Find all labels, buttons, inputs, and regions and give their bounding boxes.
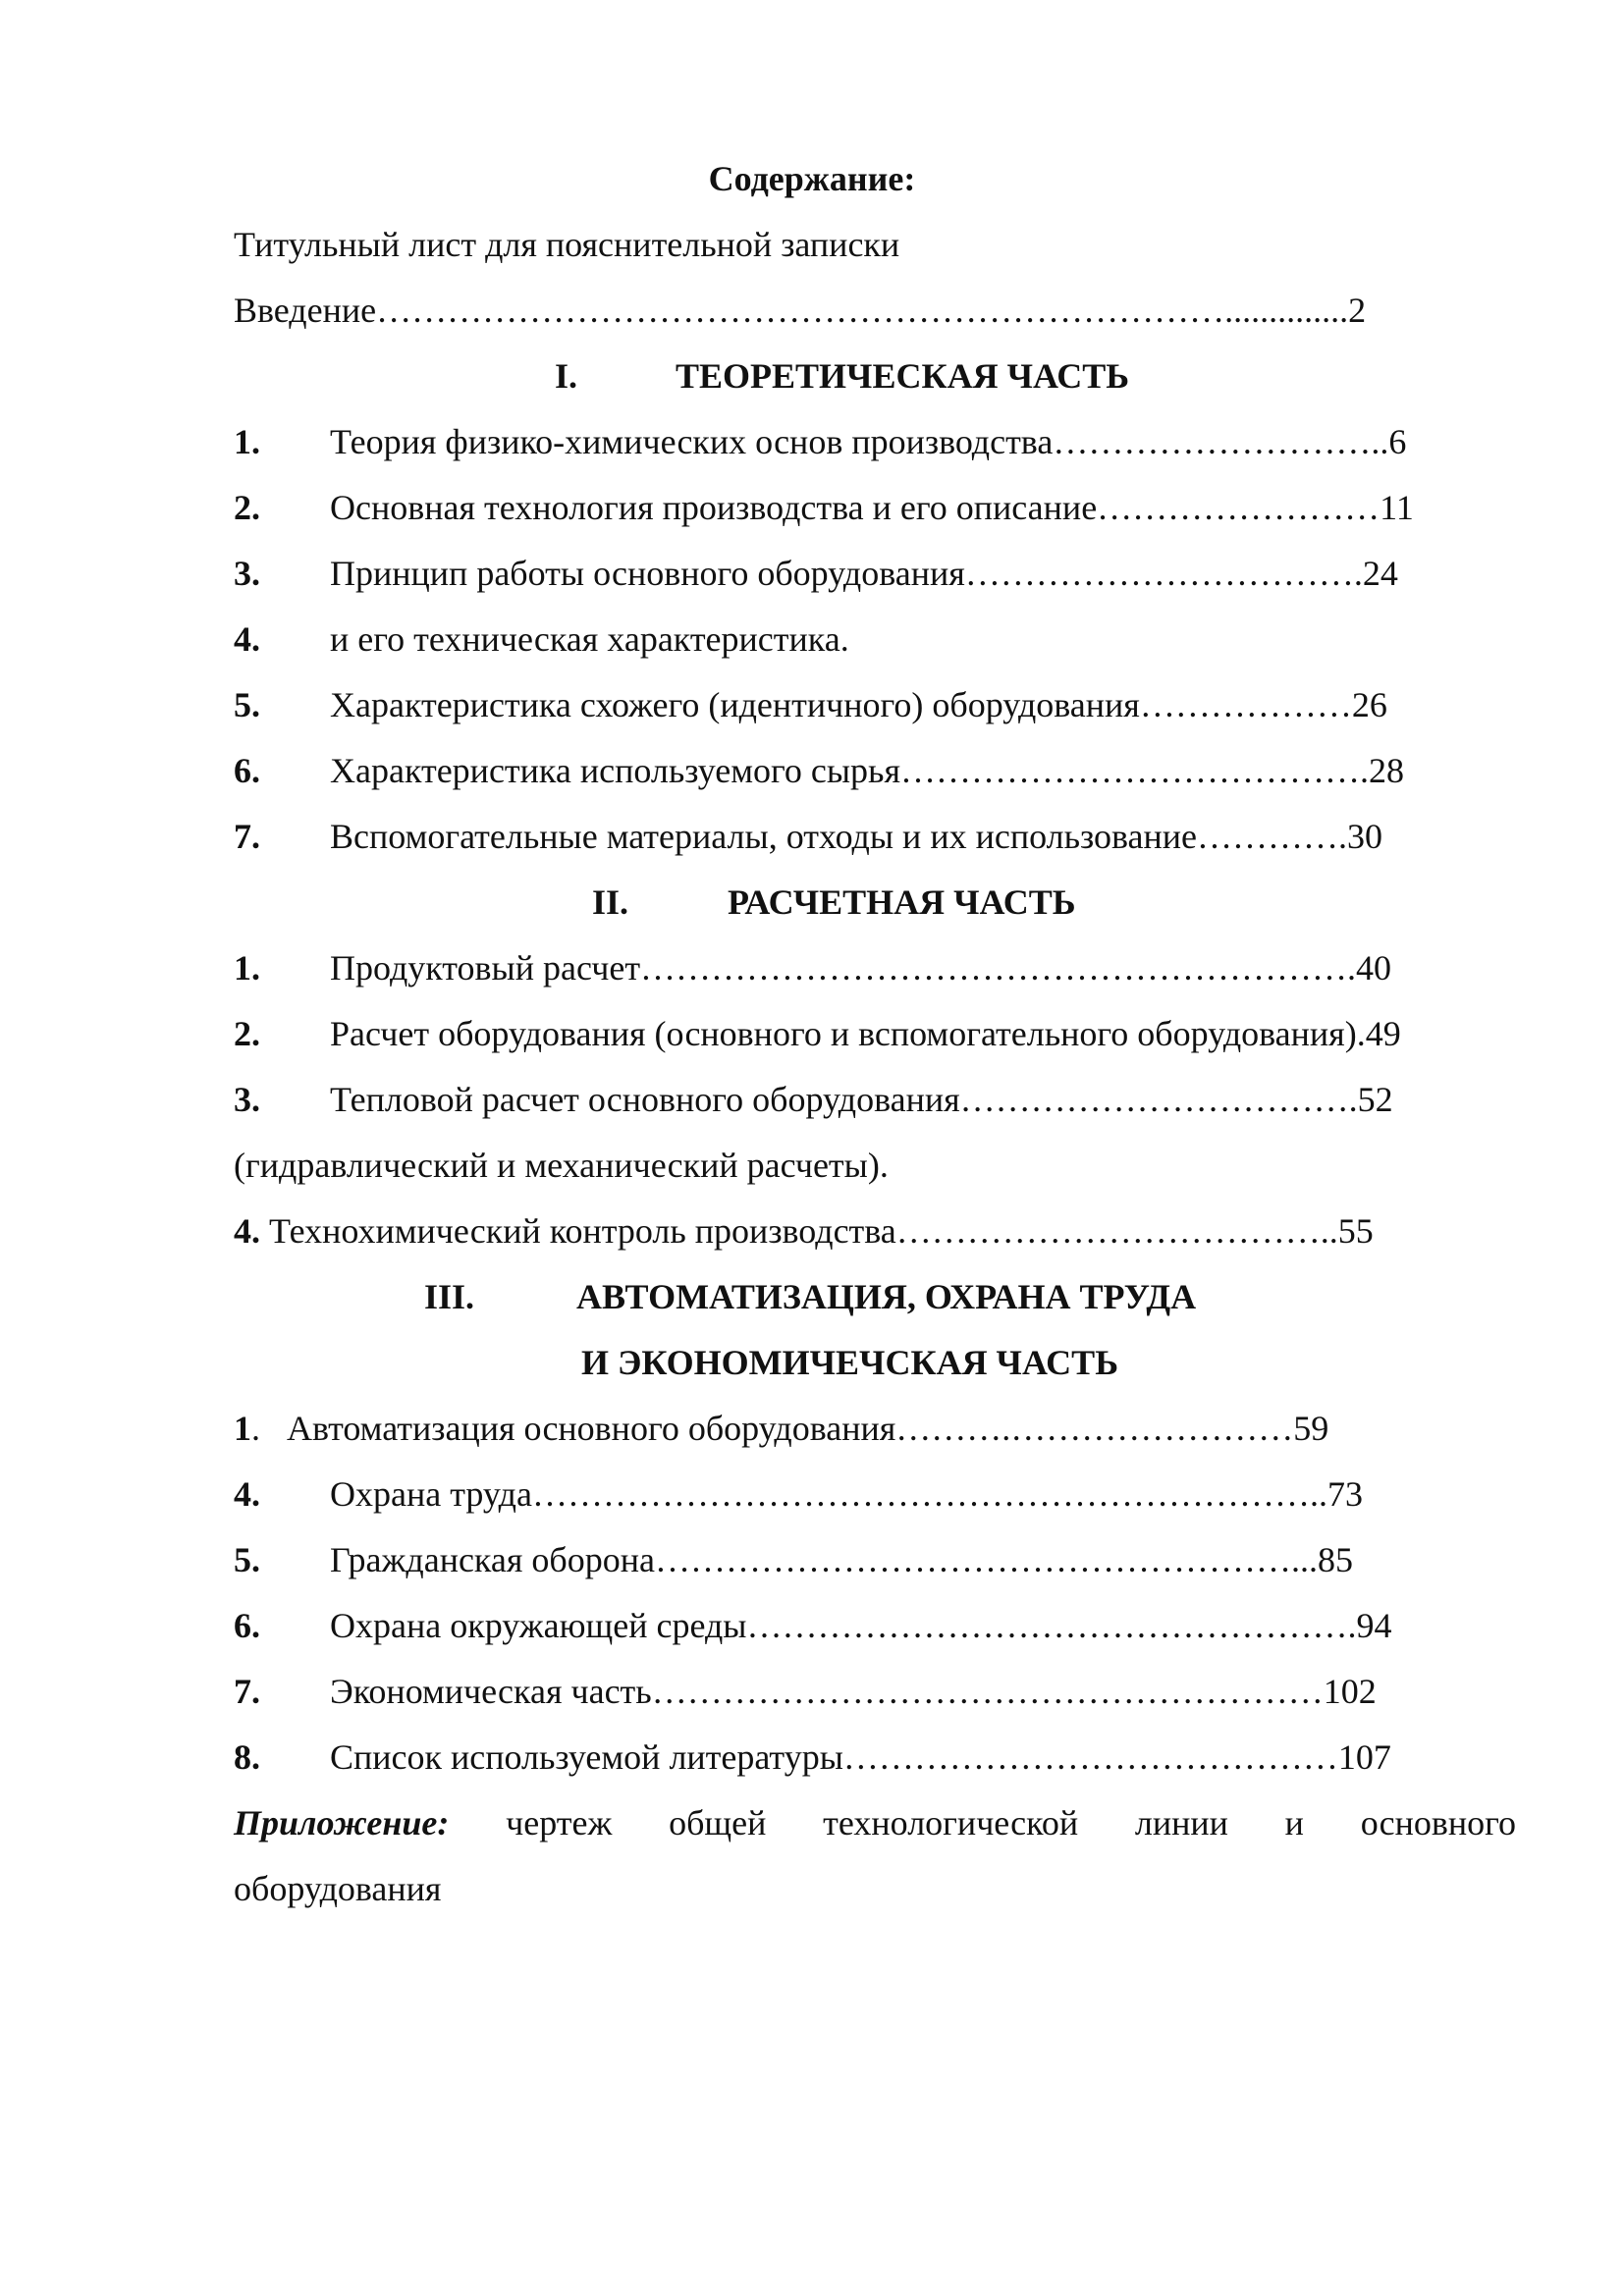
s3-item-5-num: 5. (234, 1540, 260, 1579)
appendix-text: чертеж общей технологической линии и основного (449, 1803, 1516, 1842)
s3-item-8-text: Список используемой литературы……………………………………107 (330, 1737, 1391, 1777)
s3-item-5-text: Гражданская оборона………………………………………………...85 (330, 1540, 1353, 1579)
s1-item-2-num: 2. (234, 488, 260, 527)
s3-item-4-text: Охрана труда…………………………………………………………..73 (330, 1474, 1363, 1514)
section-3-title-line2: И ЭКОНОМИЧЕЧСКАЯ ЧАСТЬ (581, 1343, 1118, 1382)
s1-item-5-text: Характеристика схожего (идентичного) оборудования………………26 (330, 685, 1387, 724)
s3-item-1 (234, 1407, 1328, 1450)
s1-item-2-text: Основная технология производства и его описание……………………11 (330, 488, 1414, 527)
s3-item-6-num: 6. (234, 1606, 260, 1645)
s1-item-1-text: Теория физико-химических основ производства………………………..6 (330, 422, 1407, 461)
title-page-line: Титульный лист для пояснительной записки (234, 225, 900, 264)
s2-item-4 (234, 1209, 1374, 1253)
s2-item-3-continuation: (гидравлический и механический расчеты). (234, 1146, 889, 1185)
s2-item-2-text: Расчет оборудования (основного и вспомогательного оборудования).49 (330, 1014, 1401, 1053)
s3-item-1-num: 1 (234, 1409, 251, 1448)
s3-item-1-text: . Автоматизация основного оборудования……….……………………59 (251, 1409, 1329, 1448)
s1-item-3-text: Принцип работы основного оборудования…………………………….24 (330, 554, 1398, 593)
s2-item-4-num: 4. (234, 1211, 260, 1251)
appendix-line (234, 1801, 1516, 1844)
s2-item-3-num: 3. (234, 1080, 260, 1119)
intro-line: Введение………………………………………………………………..............2 (234, 291, 1367, 330)
s2-item-2-num: 2. (234, 1014, 260, 1053)
section-1-title: ТЕОРЕТИЧЕСКАЯ ЧАСТЬ (676, 356, 1130, 396)
s1-item-6-text: Характеристика используемого сырья………………………………….28 (330, 751, 1405, 790)
section-2-roman: II. (592, 882, 629, 922)
s1-item-5-num: 5. (234, 685, 260, 724)
section-1-roman: I. (555, 356, 578, 396)
appendix-label: Приложение: (234, 1803, 450, 1842)
s1-item-1-num: 1. (234, 422, 260, 461)
section-2-title: РАСЧЕТНАЯ ЧАСТЬ (728, 882, 1076, 922)
s3-item-6-text: Охрана окружающей среды…………………………………………….94 (330, 1606, 1392, 1645)
s3-item-8-num: 8. (234, 1737, 260, 1777)
s1-item-7-num: 7. (234, 817, 260, 856)
s3-item-7-text: Экономическая часть…………………………………………………102 (330, 1672, 1377, 1711)
section-3-roman: III. (424, 1277, 475, 1316)
s1-item-4-num: 4. (234, 619, 260, 659)
s1-item-4-text: и его техническая характеристика. (330, 619, 849, 659)
s3-item-4-num: 4. (234, 1474, 260, 1514)
s2-item-1-text: Продуктовый расчет…………………………………………………….40 (330, 948, 1392, 988)
toc-heading: Содержание: (708, 159, 916, 198)
appendix-line-2: оборудования (234, 1869, 442, 1908)
s1-item-6-num: 6. (234, 751, 260, 790)
s1-item-7-text: Вспомогательные материалы, отходы и их использование………….30 (330, 817, 1383, 856)
section-3-title-line1: АВТОМАТИЗАЦИЯ, ОХРАНА ТРУДА (576, 1277, 1197, 1316)
s2-item-1-num: 1. (234, 948, 260, 988)
s2-item-3-text: Тепловой расчет основного оборудования…………………………….52 (330, 1080, 1393, 1119)
s3-item-7-num: 7. (234, 1672, 260, 1711)
s2-item-4-text: Технохимический контроль производства………………………………..55 (260, 1211, 1374, 1251)
s1-item-3-num: 3. (234, 554, 260, 593)
